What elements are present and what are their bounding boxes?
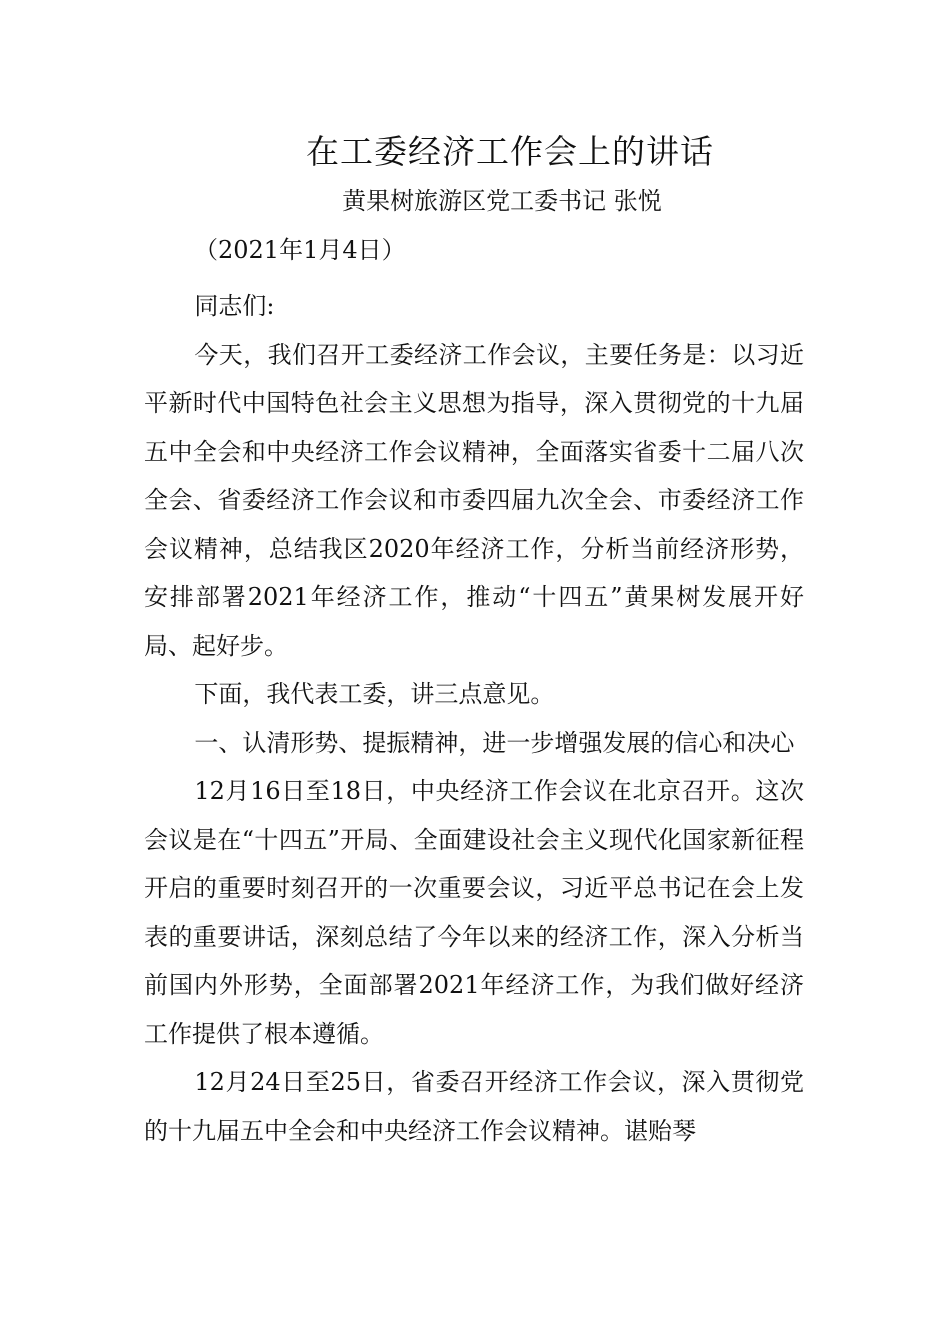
document-title: 在工委经济工作会上的讲话 (306, 132, 714, 171)
body-paragraph: 12月24日至25日，省委召开经济工作会议，深入贯彻党的十九届五中全会和中央经济工作会议精神。谌贻琴 (144, 1068, 804, 1145)
document-date: （2021年1月4日） (194, 236, 406, 264)
greeting-paragraph: 同志们: (194, 292, 275, 320)
body-paragraph: 下面，我代表工委，讲三点意见。 (194, 680, 555, 708)
document-body (144, 282, 804, 1155)
document-subtitle: 黄果树旅游区党工委书记 张悦 (342, 187, 662, 215)
body-paragraph: 今天，我们召开工委经济工作会议，主要任务是：以习近平新时代中国特色社会主义思想为指导，深入贯彻党的十九届五中全会和中央经济工作会议精神，全面落实省委十二届八次全会、省委经济工作会议和市委四届九次全会、市委经济工作会议精神，总结我区2020年经济工作，分析当前经济形势，安排部署2021年经济工作，推动“十四五”黄果树发展开好局、起好步。 (144, 340, 804, 660)
body-paragraph: 12月16日至18日，中央经济工作会议在北京召开。这次会议是在“十四五”开局、全面建设社会主义现代化国家新征程开启的重要时刻召开的一次重要会议，习近平总书记在会上发表的重要讲话，深刻总结了今年以来的经济工作，深入分析当前国内外形势，全面部署2021年经济工作，为我们做好经济工作提供了根本遵循。 (144, 777, 804, 1048)
section-heading: 一、认清形势、提振精神，进一步增强发展的信心和决心 (194, 728, 795, 757)
